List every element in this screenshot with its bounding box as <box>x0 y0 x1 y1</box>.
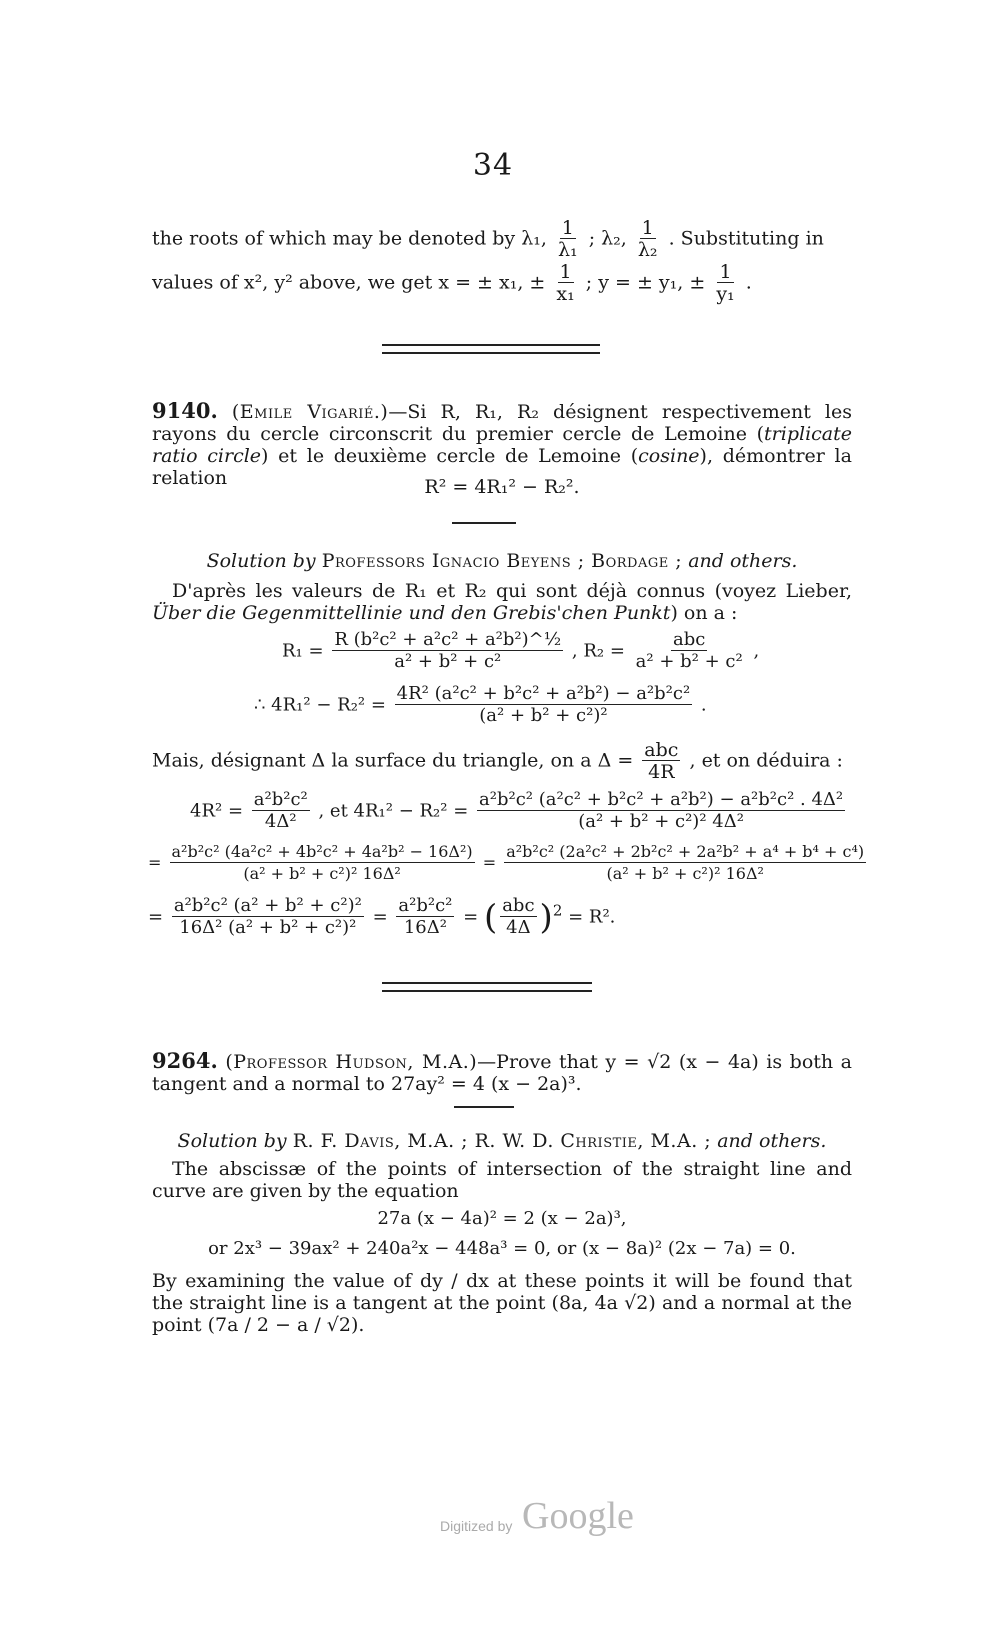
watermark-prefix: Digitized by <box>440 1518 513 1534</box>
solution-paragraph-2: By examining the value of dy / dx at these points it will be found that the straight line is a tangent at the point (8a, 4a √2) and a normal at the point (7a / 2 − a / √2). <box>152 1270 852 1336</box>
short-rule <box>454 1106 514 1108</box>
equation-text: . <box>700 694 707 716</box>
equation-4r2 <box>190 790 848 833</box>
fraction-numerator: 1 <box>641 217 654 239</box>
intro-text: ; λ₂, <box>588 227 627 250</box>
paragraph-text-italic: Über die Gegenmittellinie und den Grebis'chen Punkt <box>152 602 671 624</box>
fraction-denominator: (a² + b² + c²)² <box>479 705 608 726</box>
equation-difference <box>254 684 707 727</box>
fraction <box>554 262 576 305</box>
section-divider <box>382 344 600 354</box>
fraction-denominator: x₁ <box>556 283 575 305</box>
fraction-numerator: a²b²c² (a²c² + b²c² + a²b²) − a²b²c² . 4Δ² <box>479 789 844 810</box>
solution-byline <box>152 1130 852 1152</box>
fraction-numerator: R (b²c² + a²c² + a²b²)^½ <box>334 629 562 650</box>
question-text: ), démontrer la relation <box>152 445 852 489</box>
fraction-numerator: a²b²c² (4a²c² + 4b²c² + 4a²b² − 16Δ²) <box>171 842 473 861</box>
fraction <box>642 740 680 783</box>
fraction-denominator: 4R <box>648 761 675 783</box>
intro-line-1 <box>152 218 852 261</box>
equation-text: = <box>148 906 164 928</box>
equation-expansion <box>148 842 869 885</box>
intro-text: the roots of which may be denoted by λ₁, <box>152 227 547 250</box>
equation-intersection: 27a (x − 4a)² = 2 (x − 2a)³, <box>377 1208 627 1229</box>
question-text: —Si R, R₁, R₂ désignent respectivement les rayons du cercle circonscrit du premier cercle de Lemoine ( <box>152 401 853 445</box>
fraction-denominator: 16Δ² <box>403 917 447 938</box>
fraction-denominator: λ₁ <box>557 239 578 261</box>
fraction-denominator: 4Δ <box>506 917 531 938</box>
fraction <box>172 896 364 939</box>
fraction-denominator: (a² + b² + c²)² 16Δ² <box>606 864 764 883</box>
paragraph-text: , et on déduira : <box>689 749 843 772</box>
equation-text: = <box>463 906 479 928</box>
fraction-numerator: a²b²c² (a² + b² + c²)² <box>173 895 362 916</box>
left-paren: ( <box>483 897 498 938</box>
fraction-numerator: a²b²c² (2a²c² + 2b²c² + 2a²b² + a⁴ + b⁴ + c⁴) <box>506 842 865 861</box>
solution-suffix: and others. <box>717 1130 827 1152</box>
solution-solvers: R. F. Davis, M.A. ; R. W. D. Christie, M.A. ; <box>292 1130 712 1152</box>
question-author: (Emile Vigarié.) <box>231 401 389 423</box>
fraction <box>504 842 866 885</box>
fraction-denominator: a² + b² + c² <box>635 651 743 672</box>
equation-lhs: R₁ = <box>282 640 324 662</box>
equation-lhs: ∴ 4R₁² − R₂² = <box>254 694 386 716</box>
solution-paragraph-2 <box>152 740 852 783</box>
fraction-numerator: 1 <box>719 261 732 283</box>
intro-text: . Substituting in <box>668 227 824 250</box>
fraction-denominator: y₁ <box>716 283 735 305</box>
equation-text: = <box>148 853 162 872</box>
fraction <box>634 630 745 673</box>
equation-text: = R². <box>568 906 616 928</box>
fraction-numerator: 1 <box>561 217 574 239</box>
fraction <box>714 262 736 305</box>
question-text-italic: triplicate ratio circle <box>152 423 852 467</box>
solution-solvers: Professors Ignacio Beyens ; Bordage ; <box>321 550 683 572</box>
intro-text: values of x², y² above, we get x = ± x₁, ± <box>152 271 546 294</box>
page-number: 34 <box>472 148 514 183</box>
fraction-denominator: 16Δ² (a² + b² + c²)² <box>179 917 357 938</box>
section-divider <box>382 982 592 992</box>
right-paren: ) <box>539 897 553 938</box>
google-watermark <box>440 1490 660 1540</box>
question-author: (Professor Hudson, M.A.) <box>225 1051 478 1073</box>
question-9264-statement <box>152 1050 852 1095</box>
question-number: 9140. <box>152 398 218 423</box>
fraction <box>395 684 693 727</box>
fraction <box>500 896 536 939</box>
intro-text: . <box>745 271 752 294</box>
google-logo: Google <box>522 1495 634 1537</box>
fraction-denominator: λ₂ <box>637 239 658 261</box>
equation-text: = <box>372 906 388 928</box>
fraction-denominator: (a² + b² + c²)² 4Δ² <box>578 811 744 832</box>
solution-prefix: Solution by <box>177 1130 287 1152</box>
fraction-numerator: abc <box>502 895 535 916</box>
fraction <box>396 896 454 939</box>
equation-final: = $\frac{\text{a²b²c² (a² + b² + c²)²}}{\text{16Δ² (a² + b² + c²)²}}$ = $\frac{\text{a²b²c²}}{\text{16Δ²}}$ = ( $\frac{\text{abc}}{4\Delta}$ )$^2$ = R². <box>148 895 616 938</box>
equation-lhs: 4R² = <box>190 800 244 822</box>
fraction-numerator: abc <box>673 629 706 650</box>
intro-line-2 <box>152 262 852 305</box>
solution-paragraph-1 <box>152 580 852 624</box>
equation-text: , et 4R₁² − R₂² = <box>318 800 469 822</box>
equation-text: , <box>753 640 760 662</box>
solution-suffix: and others. <box>688 550 798 572</box>
solution-byline <box>152 550 852 572</box>
fraction-numerator: abc <box>644 739 679 761</box>
question-number: 9264. <box>152 1048 218 1073</box>
fraction <box>477 790 845 833</box>
equation-factored: or 2x³ − 39ax² + 240a²x − 448a³ = 0, or (x − 8a)² (2x − 7a) = 0. <box>208 1238 796 1259</box>
equation-text: = <box>482 853 497 872</box>
equation-r1-r2 <box>282 630 759 673</box>
solution-paragraph-1: The abscissæ of the points of intersection of the straight line and curve are given by the equation <box>152 1158 852 1202</box>
fraction-numerator: a²b²c² <box>398 895 453 916</box>
fraction-denominator: 4Δ² <box>264 811 297 832</box>
fraction-denominator: a² + b² + c² <box>394 651 502 672</box>
fraction <box>636 218 660 261</box>
fraction-numerator: 4R² (a²c² + b²c² + a²b²) − a²b²c² <box>396 683 691 704</box>
fraction-denominator: (a² + b² + c²)² 16Δ² <box>243 864 401 883</box>
fraction-numerator: a²b²c² <box>253 789 308 810</box>
question-text: —Prove that y = √2 (x − 4a) is both a tangent and a normal to 27ay² = 4 (x − 2a)³. <box>152 1051 853 1095</box>
paragraph-text: D'après les valeurs de R₁ et R₂ qui sont déjà connus (voyez Lieber, <box>172 580 852 602</box>
solution-prefix: Solution by <box>206 550 316 572</box>
question-text: ) et le deuxième cercle de Lemoine ( <box>261 445 639 467</box>
fraction <box>252 790 310 833</box>
equation-text: , R₂ = <box>571 640 625 662</box>
fraction <box>170 842 475 885</box>
paragraph-text: Mais, désignant Δ la surface du triangle, on a Δ = <box>152 749 634 772</box>
paragraph-text: ) on a : <box>670 602 738 624</box>
intro-text: ; y = ± y₁, ± <box>585 271 706 294</box>
fraction-numerator: 1 <box>559 261 572 283</box>
short-rule <box>452 522 516 524</box>
relation-equation: R² = 4R₁² − R₂². <box>424 476 580 498</box>
question-text-italic: cosine <box>638 445 700 467</box>
fraction <box>556 218 580 261</box>
fraction <box>332 630 563 673</box>
